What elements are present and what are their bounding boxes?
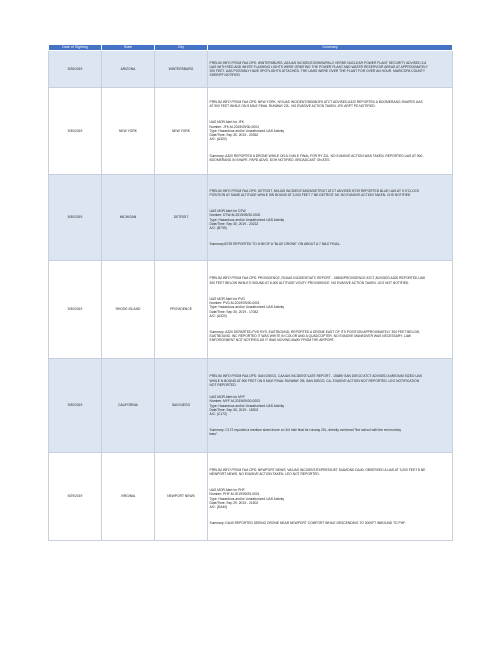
summary-line: PRELIM INFO FROM FAA OPS: DETROIT, MI/UAS INCIDENT/16526/DETROIT ATCT ADVISED B739 REPORTED BLUE UAS AT 9 O'CLOCK — [209, 188, 420, 193]
header-date: Date of Sighting — [49, 45, 102, 51]
summary-line: PRELIM INFO FROM FAA OPS: SAN DIEGO, CA/UAS INCIDENT/LATE REPORT - 15689/ SAN DIEGO ATCT ADVISED A MEDIUM SIZED UAS — [209, 374, 423, 379]
cell-date: 9/26/2019 — [49, 51, 102, 88]
summary-line: A/C: (DA40) — [209, 504, 228, 509]
summary-line: UAS MOR Alert for MYF — [209, 395, 246, 400]
summary-line: Date/Time: Sep 30, 2019 - 2022Z — [209, 221, 259, 226]
summary-line: EASTBOUND. INC REPORTED IT WAS WHITE IN COLOR AND A QUADCOPTER. NO EVASIVE MANEUVER WAS NECESSARY. LAW — [209, 334, 411, 339]
cell-state: RHODE ISLAND — [102, 261, 155, 359]
summary-line: Date/Time: Sep 30, 2019 - 1708Z — [209, 309, 259, 314]
summary-line: Summary:B739 REPORTED TO JHM OF A "BLUE DRONE" ON ABOUT A 7 MILE FINAL. — [209, 242, 341, 247]
summary-line: UAS MOR Alert for PVD — [209, 296, 245, 301]
cell-city: NEWPORT NEWS — [155, 453, 208, 541]
summary-line: AT 900 FEET WHILE ON 5 MILE FINAL RUNWAY 22L. NO EVASIVE ACTION TAKEN. JFK ARPT PD NOTIFIED. — [209, 104, 376, 109]
summary-line: PRELIM INFO FROM FAA OPS: NEWPORT NEWS, VA/UAS INCIDENT/EXPRESSJET DIAMOND DA40, OBSERVED A UAS AT 3,000 FEET 8 NE — [209, 467, 426, 472]
summary-line: WHILE N BOUND AT 900 FEET ON 5 MILE FINAL RUNWAY 29L SAN DIEGO, CA. EVASIVE ACTION NOT REPORTED. LEO NOTIFICATION — [209, 378, 420, 383]
table-row — [49, 175, 453, 261]
summary-line: UAS MOR Alert for PHF — [209, 488, 245, 493]
cell-date: 9/30/2019 — [49, 261, 102, 359]
cell-date: 9/29/2019 — [49, 453, 102, 541]
table-row — [49, 88, 453, 175]
header-city: City — [155, 45, 208, 51]
summary-line: UAS MOR Alert for JFK — [209, 120, 244, 125]
summary-line: Number: JFK-M-2019/09/30-0004 — [209, 124, 259, 129]
cell-summary — [208, 359, 453, 453]
summary-line: 300 FEET BELOW WHILE E BOUND AT 6,000 ALTITUDE VCNTY PROVIDENCE. NO EVASIVE ACTION TAKEN. LEO NOT NOTIFIED. — [209, 280, 410, 285]
summary-line: POSITION AT SAME ALTITUDE WHILE SW BOUND AT 2,000 FEET 7 NE DETROIT, MI. NO EVASIVE ACTION TAKEN. CHS NOTIFIED — [209, 192, 411, 197]
cell-state: NEW YORK — [102, 88, 155, 175]
cell-city: DETROIT — [155, 175, 208, 261]
summary-line: A/C: (B739) — [209, 225, 227, 230]
summary-line: Number: MYF-M-2019/09/30-0003 — [209, 399, 260, 404]
table-row — [49, 453, 453, 541]
header-state: State — [102, 45, 155, 51]
cell-summary — [208, 453, 453, 541]
summary-line: UAS WITH RED AND WHITE FLASHING LIGHTS WERE ORBITING THE POWER PLANT AND WATER RESERVOIR AREAS AT APPROXIMATELY — [209, 64, 428, 69]
summary-line: A/C: (A320) — [209, 313, 227, 318]
summary-line: NOT REPORTED. — [209, 382, 237, 387]
summary-line: Date/Time: Sep 29, 2019 - 2150Z — [209, 500, 259, 505]
summary-line: Type: Hazardous and/or Unauthorized UAS Activity — [209, 496, 285, 501]
summary-line: Type: Hazardous and/or Unauthorized UAS Activity — [209, 403, 285, 408]
summary-line: A/C: (C172) — [209, 411, 227, 416]
summary-line: Summary: A320 DEPARTED PVD RYS, EASTBOUND, REPORTED A DRONE EAST OF ITS POSITION APPROXIMATELY 300 FEET BELOW, — [209, 329, 420, 334]
summary-line: PRELIM INFO FROM FAA OPS: WINTERSBURG, AZ/UAS INCIDENT/209694/PALO VERDE NUCLEAR POWER PLANT SECURITY ADVISED 3-6 — [209, 60, 427, 65]
summary-line: A/C: (A320) — [209, 137, 227, 142]
cell-city: WINTERSBURG — [155, 51, 208, 88]
cell-city: NEW YORK — [155, 88, 208, 175]
summary-line: Number: PVD-M-2019/09/30-0001 — [209, 301, 260, 306]
summary-line: BOOMERANG IN SHAPE. PAPD ADVD. DOH NOTIFIED. BROADCAST ON ATIS. — [209, 157, 331, 162]
summary-line: PRELIM INFO FROM FAA OPS: NEW YORK, NY/UAS INCIDENT/38308/JFK ATCT ADVISED A320 REPORTED A BOOMERANG SHAPED UAS — [209, 100, 423, 105]
cell-summary — [208, 88, 453, 175]
cell-city: PROVIDENCE — [155, 261, 208, 359]
summary-line: Summary: A320 REPORTED A DRONE WHILE ON A 3 MILE FINAL FOR RY 22L. NO EVASIVE ACTION WAS TAKEN. REPORTED UAS AT 900 . — [209, 153, 425, 158]
table-row — [49, 51, 453, 88]
summary-line: bars". — [209, 432, 218, 437]
summary-line: 200 FEET. UAS POSSIBLY HAVE SPOTLIGHTS ATTACHED. THE UASS WERE OVER THE PLANT FOR OVER AN HOUR. MARICOPA COUNTY — [209, 69, 426, 73]
cell-state: VIRGINIA — [102, 453, 155, 541]
cell-state: MICHIGAN — [102, 175, 155, 261]
summary-line: Date/Time: Sep 30, 2019 - 1830Z — [209, 407, 259, 412]
summary-line: NEWPORT NEWS. NO EVASIVE ACTION TAKEN. LEO NOT REPORTED. — [209, 471, 320, 476]
header-summary: Summary — [208, 45, 453, 51]
summary-line: ENFORCEMENT NOT NOTIFIED AS IT WAS MOVING AWAY FROM THE AIRPORT. — [209, 338, 335, 343]
summary-line: Date/Time: Sep 30, 2019 - 2035Z — [209, 133, 259, 138]
table-body — [49, 51, 453, 541]
cell-summary — [208, 261, 453, 359]
cell-state: ARIZONA — [102, 51, 155, 88]
summary-line: Type: Hazardous and/or Unauthorized UAS Activity — [209, 128, 285, 133]
summary-line: Type: Hazardous and/or Unauthorized UAS Activity — [209, 305, 285, 310]
table-row — [49, 359, 453, 453]
summary-line: Summary: DA40 REPORTED SEEING DRONE NEAR NEWPORT COMFORT WHILE DESCENDING TO 3000FT INBOUND TO PHF. — [209, 521, 406, 526]
summary-line: PRELIM INFO FROM FAA OPS: PROVIDENCE, RI/UAS INCIDENT/ATC REPORT - 15806/PROVIDENCE ATCT ADVISED A320 REPORTED UAS — [209, 276, 426, 281]
cell-summary — [208, 51, 453, 88]
cell-state: CALIFORNIA — [102, 359, 155, 453]
summary-line: Number: PHF-M-2019/09/29-0001 — [209, 492, 260, 497]
cell-date: 9/30/2019 — [49, 88, 102, 175]
cell-city: SAN DIEGO — [155, 359, 208, 453]
summary-line: Type: Hazardous and/or Unauthorized UAS Activity — [209, 217, 285, 222]
cell-date: 9/30/2019 — [49, 175, 102, 261]
summary-line: Summary: C172 reported a medium sized drone on 3/4 mile final for runway 29L, directly overhead "the school with the red monkey — [209, 428, 402, 433]
summary-line: SHERIFF NOTIFIED — [209, 73, 240, 78]
table-row — [49, 261, 453, 359]
summary-line: UAS MOR Alert for DTW — [209, 209, 246, 214]
uas-sighting-table — [48, 44, 453, 541]
cell-summary — [208, 175, 453, 261]
summary-line: Number: DTW-M-2019/09/30-0002 — [209, 213, 261, 218]
cell-date: 9/30/2019 — [49, 359, 102, 453]
